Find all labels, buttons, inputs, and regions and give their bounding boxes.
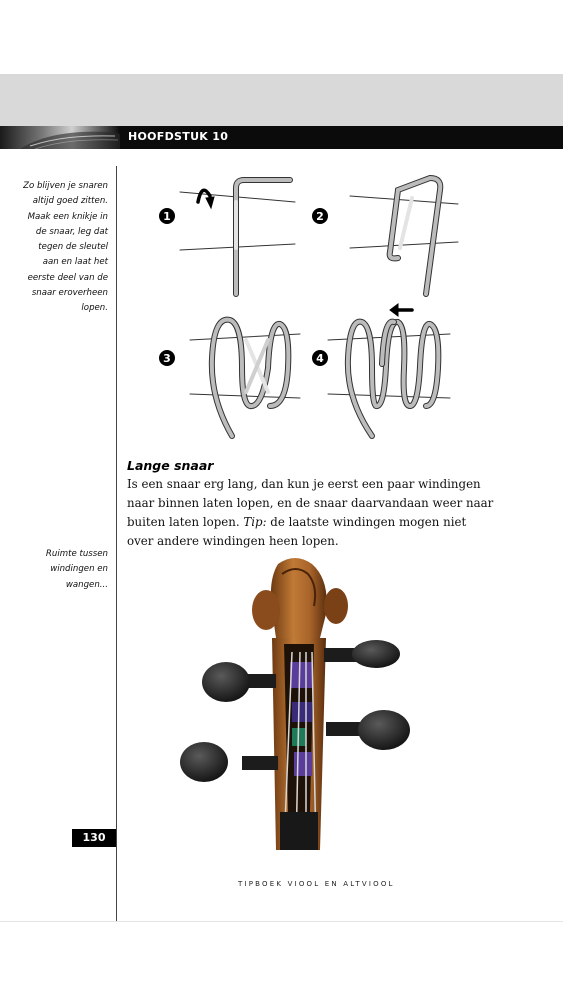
step-label: 2 xyxy=(316,210,324,223)
page-number: 130 xyxy=(72,829,116,847)
step-label: 3 xyxy=(163,352,171,365)
side-note-line: Maak een knikje in xyxy=(27,211,108,222)
body-text-tip: de laatste windingen mogen niet over andere windingen heen lopen. xyxy=(127,515,467,548)
tip-label: Tip: xyxy=(243,515,267,529)
side-note-line: eerste deel van de xyxy=(27,272,108,283)
step-label: 1 xyxy=(163,210,171,223)
step-marker-4 xyxy=(312,350,328,366)
side-note-snaren xyxy=(4,179,108,317)
section-body xyxy=(127,475,495,551)
chapter-header-bar xyxy=(0,126,563,149)
toolbar-gray-band xyxy=(0,74,563,126)
side-note-ruimte xyxy=(4,547,108,593)
section-title: Lange snaar xyxy=(127,458,214,473)
side-note-line: Zo blijven je snaren xyxy=(23,181,108,191)
side-note-line: tegen de sleutel xyxy=(38,242,108,253)
body-text-main: Is een snaar erg lang, dan kun je eerst een paar windingen naar binnen laten lopen, en de snaar daarvandaan weer naar buiten laten lopen. xyxy=(127,477,494,529)
side-note-line: altijd goed zitten. xyxy=(32,196,108,207)
margin-divider xyxy=(116,166,117,922)
step-marker-2 xyxy=(312,208,328,224)
side-note-line: snaar eroverheen xyxy=(31,288,108,299)
side-note-line: lopen. xyxy=(81,303,108,314)
side-note-line: aan en laat het xyxy=(42,257,108,268)
side-note-line: windingen en xyxy=(50,564,108,575)
chapter-title: HOOFDSTUK 10 xyxy=(128,130,229,143)
violin-pegbox-photo xyxy=(180,552,415,850)
step-label: 4 xyxy=(316,352,324,365)
step-marker-1 xyxy=(159,208,175,224)
side-note-line: wangen... xyxy=(65,579,108,590)
header-violin-photo xyxy=(0,126,120,149)
top-blank-area xyxy=(0,0,563,74)
side-note-line: Ruimte tussen xyxy=(45,549,108,559)
side-note-line: de snaar, leg dat xyxy=(35,226,108,237)
book-title-footer: TIPBOEK VIOOL EN ALTVIOOL xyxy=(238,880,395,888)
step-marker-3 xyxy=(159,350,175,366)
string-winding-diagram xyxy=(150,168,470,440)
bottom-divider xyxy=(0,921,563,922)
